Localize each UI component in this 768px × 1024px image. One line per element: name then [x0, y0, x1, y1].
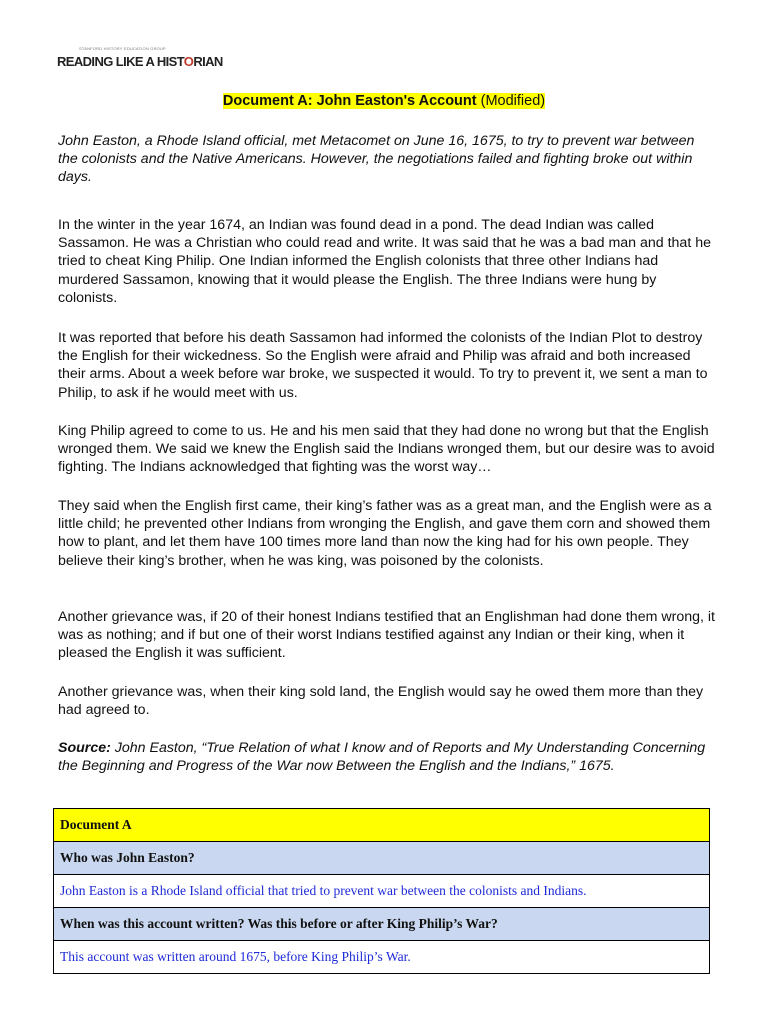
logo-red-o: O	[183, 54, 194, 69]
question-1: Who was John Easton?	[54, 842, 710, 875]
body-paragraph-4: They said when the English first came, their king’s father was as a great man, and the English were as a little child; he prevented other Indians from wronging the English, and gave them corn and showed them how to plant, and let them have 100 times more land than now the king had for his own people. They believe their king’s brother, when he was king, was poisoned by the colonists.	[58, 498, 712, 569]
logo-suffix: RIAN	[193, 54, 223, 69]
answer-1[interactable]: John Easton is a Rhode Island official that tried to prevent war between the colonists and Indians.	[54, 875, 710, 908]
body-paragraph-6: Another grievance was, when their king sold land, the English would say he owed them more than they had agreed to.	[58, 684, 704, 719]
answer-2[interactable]: This account was written around 1675, before King Philip’s War.	[54, 941, 710, 974]
table-header: Document A	[54, 809, 710, 842]
logo	[57, 44, 223, 74]
document-questions-table	[53, 808, 710, 974]
body-paragraph-3: King Philip agreed to come to us. He and his men said that they had done no wrong but that the English wronged them. We said we knew the English said the Indians wronged them, but our desire was to avoid fighting. The Indians acknowledged that fighting was the worst way…	[58, 423, 715, 476]
table-row	[54, 875, 710, 908]
logo-prefix: READING LIKE A HIST	[57, 54, 184, 69]
body-paragraph-5: Another grievance was, if 20 of their honest Indians testified that an Englishman had done them wrong, it was as nothing; and if but one of their worst Indians testified against any Indian or their king, when it pleased the English it was sufficient.	[58, 609, 715, 662]
table-row	[54, 842, 710, 875]
source-text: John Easton, “True Relation of what I know and of Reports and My Understanding Concerning the Beginning and Progress of the War now Between the English and the Indians,” 1675.	[58, 740, 706, 775]
table-header-row	[54, 809, 710, 842]
intro-paragraph: John Easton, a Rhode Island official, met Metacomet on June 16, 1675, to try to prevent war between the colonists and the Native Americans. However, the negotiations failed and fighting broke out within days.	[58, 133, 695, 186]
source-label: Source:	[58, 740, 111, 756]
question-2: When was this account written? Was this before or after King Philip’s War?	[54, 908, 710, 941]
document-title	[0, 93, 768, 109]
logo-wordmark	[57, 54, 223, 69]
body-paragraph-2: It was reported that before his death Sassamon had informed the colonists of the Indian Plot to destroy the English for their wickedness. So the English were afraid and Philip was afraid and both increased their arms. About a week before war broke, we suspected it would. To try to prevent it, we sent a man to Philip, to ask if he would meet with us.	[58, 330, 708, 401]
table-row	[54, 941, 710, 974]
source-citation	[58, 739, 718, 775]
title-modified: (Modified)	[476, 93, 546, 109]
table-row	[54, 908, 710, 941]
title-bold: Document A: John Easton's Account	[222, 93, 477, 109]
body-paragraph-1: In the winter in the year 1674, an Indian was found dead in a pond. The dead Indian was called Sassamon. He was a Christian who could read and write. It was said that he was a bad man and that he tried to cheat King Philip. One Indian informed the English colonists that three other Indians had murdered Sassamon, knowing that it would please the English. The three Indians were hung by colonists.	[58, 217, 711, 306]
logo-tagline: STANFORD HISTORY EDUCATION GROUP	[79, 46, 166, 51]
